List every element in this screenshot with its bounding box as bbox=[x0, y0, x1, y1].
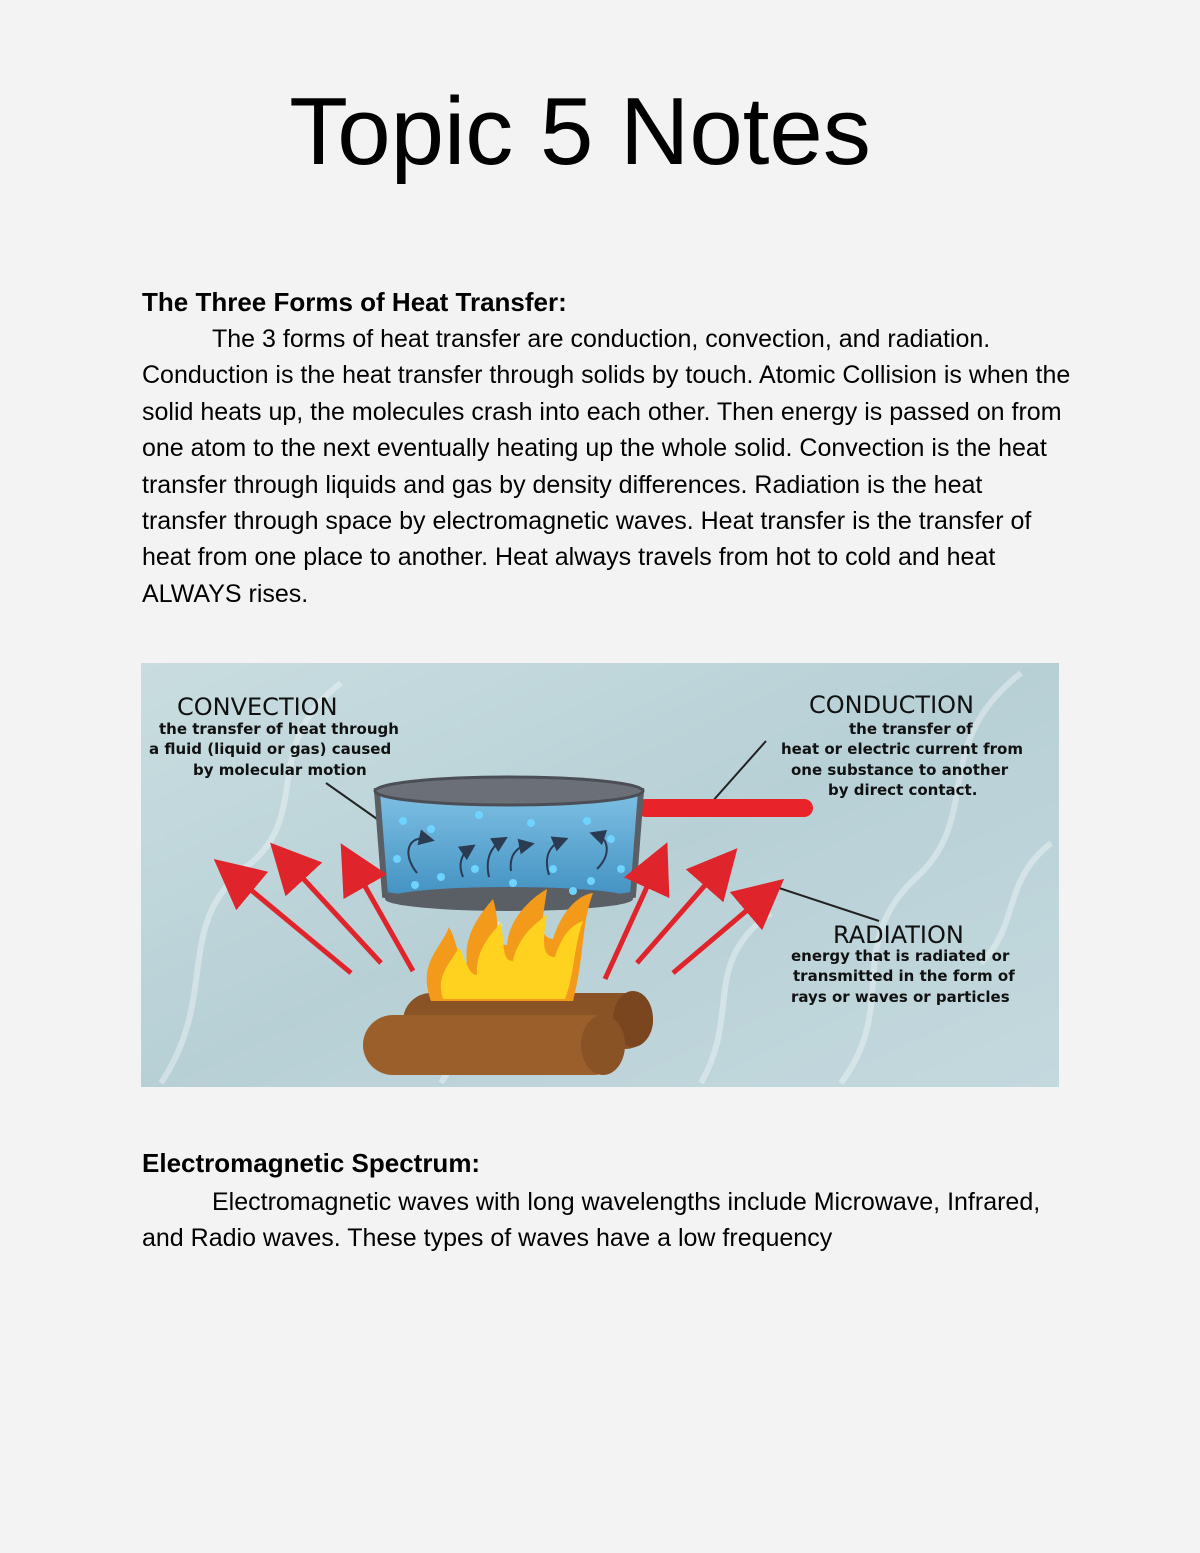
pot-handle bbox=[637, 799, 813, 817]
conduction-line-1: the transfer of bbox=[849, 720, 973, 738]
convection-title: CONVECTION bbox=[177, 693, 338, 721]
paragraph-em-spectrum-text: Electromagnetic waves with long wavelengths include Microwave, Infrared, and Radio waves. These types of waves have a low frequency bbox=[142, 1188, 1041, 1253]
convection-line-3: by molecular motion bbox=[193, 761, 367, 779]
radiation-line-2: transmitted in the form of bbox=[793, 967, 1015, 985]
conduction-line-4: by direct contact. bbox=[828, 781, 978, 799]
pot-rim bbox=[375, 777, 643, 805]
section-heading-em-spectrum: Electromagnetic Spectrum: bbox=[142, 1148, 481, 1178]
conduction-line-2: heat or electric current from bbox=[781, 740, 1023, 758]
paragraph-heat-transfer-text: The 3 forms of heat transfer are conduction, convection, and radiation. Conduction is the heat transfer through solids by touch. Atomic Collision is when the solid heats up, the molecules crash into each other. Then energy is passed on from one atom to the next eventually heating up the whole solid. Convection is the heat transfer through liquids and gas by density differences. Radiation is the heat transfer through space by electromagnetic waves. Heat transfer is the transfer of heat from one place to another. Heat always travels from hot to cold and heat ALWAYS rises. bbox=[142, 325, 1071, 608]
radiation-line-3: rays or waves or particles bbox=[791, 988, 1010, 1006]
page-title: Topic 5 Notes bbox=[289, 78, 871, 185]
section-heading-heat-transfer: The Three Forms of Heat Transfer: bbox=[142, 287, 567, 317]
radiation-line-1: energy that is radiated or bbox=[791, 947, 1010, 965]
paragraph-em-spectrum bbox=[142, 1184, 1072, 1257]
pot-bottom bbox=[385, 887, 633, 911]
paragraph-heat-transfer bbox=[142, 321, 1072, 612]
convection-line-1: the transfer of heat through bbox=[159, 720, 399, 738]
heat-transfer-diagram bbox=[141, 663, 1059, 1087]
convection-line-2: a fluid (liquid or gas) caused bbox=[149, 740, 392, 758]
conduction-title: CONDUCTION bbox=[809, 691, 974, 719]
conduction-line-3: one substance to another bbox=[791, 761, 1009, 779]
radiation-title: RADIATION bbox=[833, 921, 964, 949]
